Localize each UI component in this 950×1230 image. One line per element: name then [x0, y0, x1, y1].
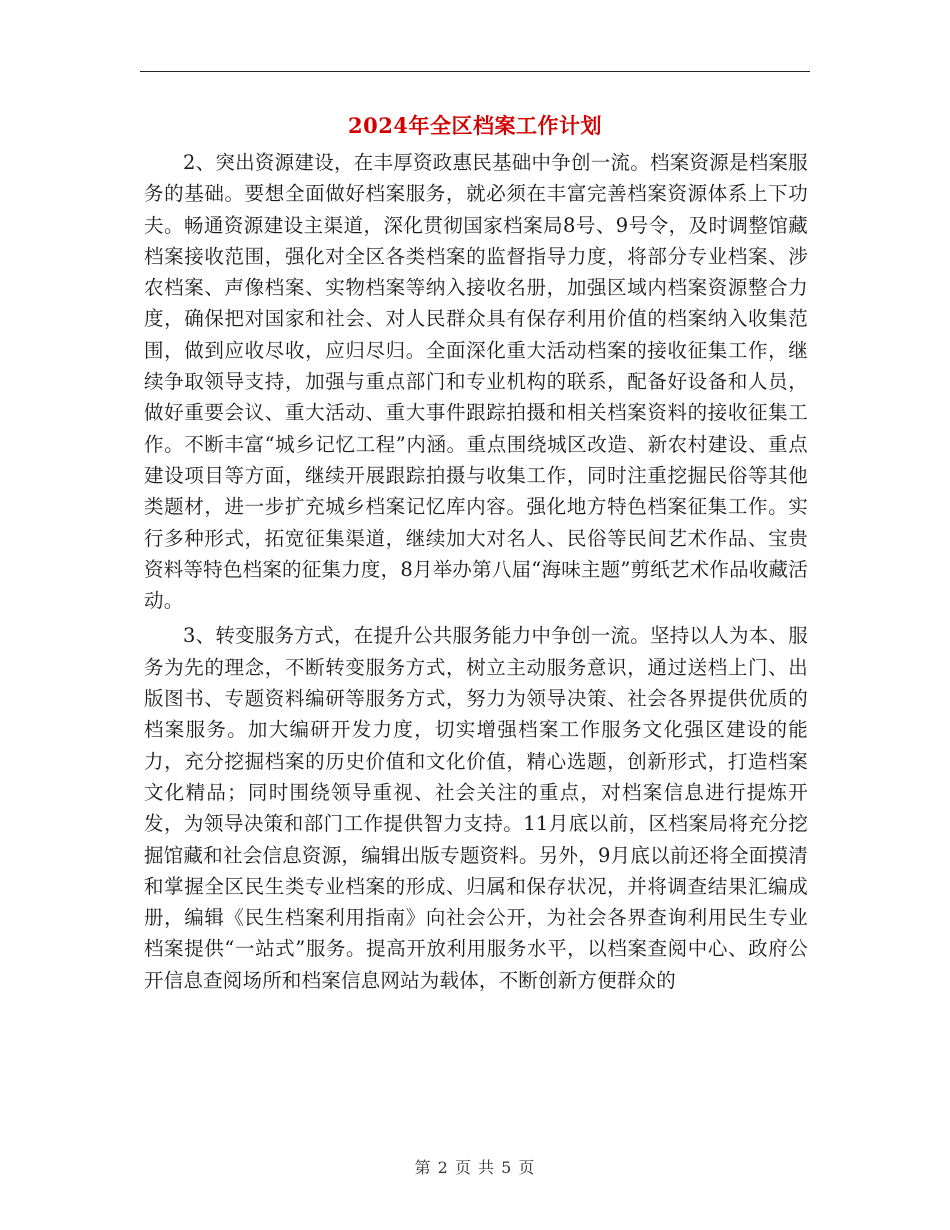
paragraph-service-transformation: 3、转变服务方式，在提升公共服务能力中争创一流。坚持以人为本、服务为先的理念，不断转变服务方式，树立主动服务意识，通过送档上门、出版图书、专题资料编研等服务方式，努力为领导决策、社会各界提供优质的档案服务。加大编研开发力度，切实增强档案工作服务文化强区建设的能力，充分挖掘档案的历史价值和文化价值，精心选题，创新形式，打造档案文化精品；同时围绕领导重视、社会关注的重点，对档案信息进行提炼开发，为领导决策和部门工作提供智力支持。11月底以前，区档案局将充分挖掘馆藏和社会信息资源，编辑出版专题资料。另外，9月底以前还将全面摸清和掌握全区民生类专业档案的形成、归属和保存状况，并将调查结果汇编成册，编辑《民生档案利用指南》向社会公开，为社会各界查询利用民生专业档案提供“一站式”服务。提高开放利用服务水平，以档案查阅中心、政府公开信息查阅场所和档案信息网站为载体，不断创新方便群众的 — [144, 624, 808, 992]
document-title: 2024年全区档案工作计划 — [348, 113, 602, 138]
document-body — [144, 147, 808, 996]
header-rule — [140, 71, 810, 72]
paragraph-resource-building: 2、突出资源建设，在丰厚资政惠民基础中争创一流。档案资源是档案服务的基础。要想全面做好档案服务，就必须在丰富完善档案资源体系上下功夫。畅通资源建设主渠道，深化贯彻国家档案局8号、9号令，及时调整馆藏档案接收范围，强化对全区各类档案的监督指导力度，将部分专业档案、涉农档案、声像档案、实物档案等纳入接收名册，加强区域内档案资源整合力度，确保把对国家和社会、对人民群众具有保存利用价值的档案纳入收集范围，做到应收尽收，应归尽归。全面深化重大活动档案的接收征集工作，继续争取领导支持，加强与重点部门和专业机构的联系，配备好设备和人员，做好重要会议、重大活动、重大事件跟踪拍摄和相关档案资料的接收征集工作。不断丰富“城乡记忆工程”内涵。重点围绕城区改造、新农村建设、重点建设项目等方面，继续开展跟踪拍摄与收集工作，同时注重挖掘民俗等其他类题材，进一步扩充城乡档案记忆库内容。强化地方特色档案征集工作。实行多种形式，拓宽征集渠道，继续加大对名人、民俗等民间艺术作品、宝贵资料等特色档案的征集力度，8月举办第八届“海味主题”剪纸艺术作品收藏活动。 — [144, 151, 808, 613]
page-number-footer: 第 2 页 共 5 页 — [414, 1158, 536, 1177]
